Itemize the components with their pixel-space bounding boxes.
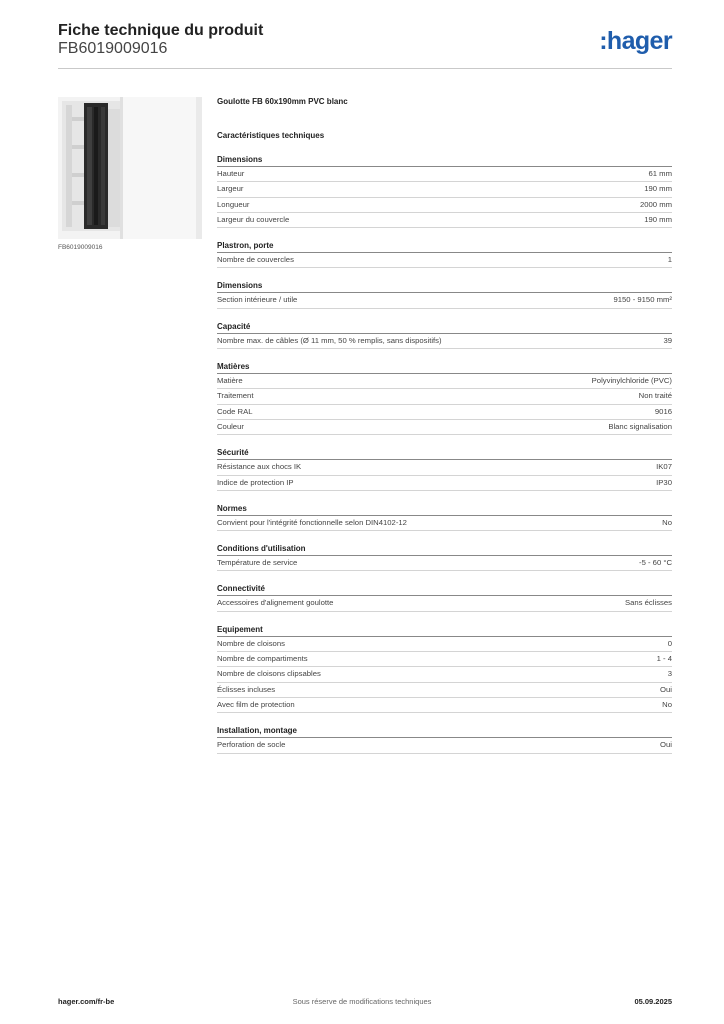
spec-value: 9150 - 9150 mm² — [613, 295, 672, 305]
spec-row — [217, 420, 672, 435]
spec-value: 190 mm — [644, 214, 672, 224]
spec-label: Matière — [217, 376, 243, 386]
spec-label: Nombre de couvercles — [217, 255, 294, 265]
section-title: Conditions d'utilisation — [217, 543, 672, 556]
footer-date: 05.09.2025 — [634, 997, 672, 1006]
spec-section — [217, 240, 672, 268]
spec-label: Code RAL — [217, 406, 253, 416]
spec-value: No — [662, 517, 672, 527]
spec-value: 0 — [667, 638, 672, 648]
spec-value: 39 — [663, 335, 672, 345]
spec-value: Polyvinylchloride (PVC) — [591, 376, 672, 386]
spec-row — [217, 167, 672, 182]
spec-row — [217, 556, 672, 571]
spec-label: Température de service — [217, 558, 298, 568]
hager-logo: :hager — [599, 27, 672, 55]
spec-label: Nombre de cloisons clipsables — [217, 669, 321, 679]
spec-sections — [217, 154, 672, 754]
spec-row — [217, 596, 672, 611]
tech-specs-title: Caractéristiques techniques — [217, 131, 325, 140]
section-title: Plastron, porte — [217, 240, 672, 253]
spec-section — [217, 624, 672, 713]
spec-row — [217, 698, 672, 713]
footer-disclaimer: Sous réserve de modifications techniques — [292, 997, 432, 1006]
spec-row — [217, 182, 672, 197]
spec-value: Oui — [660, 740, 672, 750]
spec-value: 9016 — [654, 406, 672, 416]
spec-row — [217, 637, 672, 652]
spec-section — [217, 725, 672, 753]
spec-section — [217, 361, 672, 435]
spec-row — [217, 198, 672, 213]
spec-label: Nombre max. de câbles (Ø 11 mm, 50 % remplis, sans dispositifs) — [217, 335, 442, 345]
spec-section — [217, 154, 672, 228]
spec-label: Nombre de cloisons — [217, 638, 285, 648]
cable-trunking-illustration — [58, 97, 202, 239]
section-title: Sécurité — [217, 447, 672, 460]
spec-label: Avec film de protection — [217, 699, 295, 709]
spec-row — [217, 389, 672, 404]
spec-row — [217, 652, 672, 667]
footer-website[interactable]: hager.com/fr-be — [58, 997, 115, 1006]
spec-row — [217, 476, 672, 491]
section-title: Dimensions — [217, 154, 672, 167]
spec-value: Non traité — [638, 391, 672, 401]
spec-section — [217, 543, 672, 571]
spec-value: IP30 — [656, 477, 672, 487]
spec-row — [217, 460, 672, 475]
section-title: Capacité — [217, 321, 672, 334]
spec-section — [217, 583, 672, 611]
spec-row — [217, 405, 672, 420]
spec-section — [217, 321, 672, 349]
spec-value: 190 mm — [644, 184, 672, 194]
spec-label: Éclisses incluses — [217, 684, 276, 694]
spec-value: Oui — [660, 684, 672, 694]
spec-value: 1 - 4 — [656, 654, 672, 664]
spec-label: Indice de protection IP — [217, 477, 294, 487]
spec-row — [217, 293, 672, 308]
header-divider — [58, 68, 672, 69]
section-title: Installation, montage — [217, 725, 672, 738]
product-name: Goulotte FB 60x190mm PVC blanc — [217, 97, 348, 106]
spec-label: Largeur du couvercle — [217, 214, 290, 224]
spec-value: IK07 — [656, 462, 672, 472]
spec-row — [217, 334, 672, 349]
page-title: Fiche technique du produit — [58, 22, 264, 39]
spec-label: Largeur — [217, 184, 244, 194]
section-title: Normes — [217, 503, 672, 516]
spec-section — [217, 447, 672, 491]
section-title: Equipement — [217, 624, 672, 637]
spec-row — [217, 374, 672, 389]
spec-row — [217, 738, 672, 753]
spec-value: 61 mm — [648, 169, 672, 178]
section-title: Matières — [217, 361, 672, 374]
spec-label: Longueur — [217, 199, 250, 209]
spec-label: Nombre de compartiments — [217, 654, 308, 664]
spec-section — [217, 280, 672, 308]
section-title: Dimensions — [217, 280, 672, 293]
spec-value: 2000 mm — [639, 199, 672, 209]
spec-section — [217, 503, 672, 531]
spec-value: -5 - 60 °C — [639, 558, 672, 568]
spec-label: Hauteur — [217, 169, 245, 178]
spec-value: 3 — [667, 669, 672, 679]
spec-label: Perforation de socle — [217, 740, 286, 750]
spec-value: 1 — [667, 255, 672, 265]
spec-value: Blanc signalisation — [608, 421, 672, 431]
spec-row — [217, 683, 672, 698]
spec-value: Sans éclisses — [625, 598, 672, 608]
spec-row — [217, 213, 672, 228]
spec-row — [217, 516, 672, 531]
spec-label: Couleur — [217, 421, 244, 431]
section-title: Connectivité — [217, 583, 672, 596]
spec-label: Convient pour l'intégrité fonctionnelle selon DIN4102-12 — [217, 517, 407, 527]
image-caption: FB6019009016 — [58, 244, 103, 251]
spec-content — [217, 97, 672, 754]
spec-row — [217, 253, 672, 268]
product-image — [58, 97, 202, 239]
spec-label: Traitement — [217, 391, 254, 401]
spec-label: Résistance aux chocs IK — [217, 462, 302, 472]
spec-label: Accessoires d'alignement goulotte — [217, 598, 334, 608]
spec-value: No — [662, 699, 672, 709]
spec-row — [217, 667, 672, 682]
spec-label: Section intérieure / utile — [217, 295, 298, 305]
product-reference: FB6019009016 — [58, 40, 168, 57]
